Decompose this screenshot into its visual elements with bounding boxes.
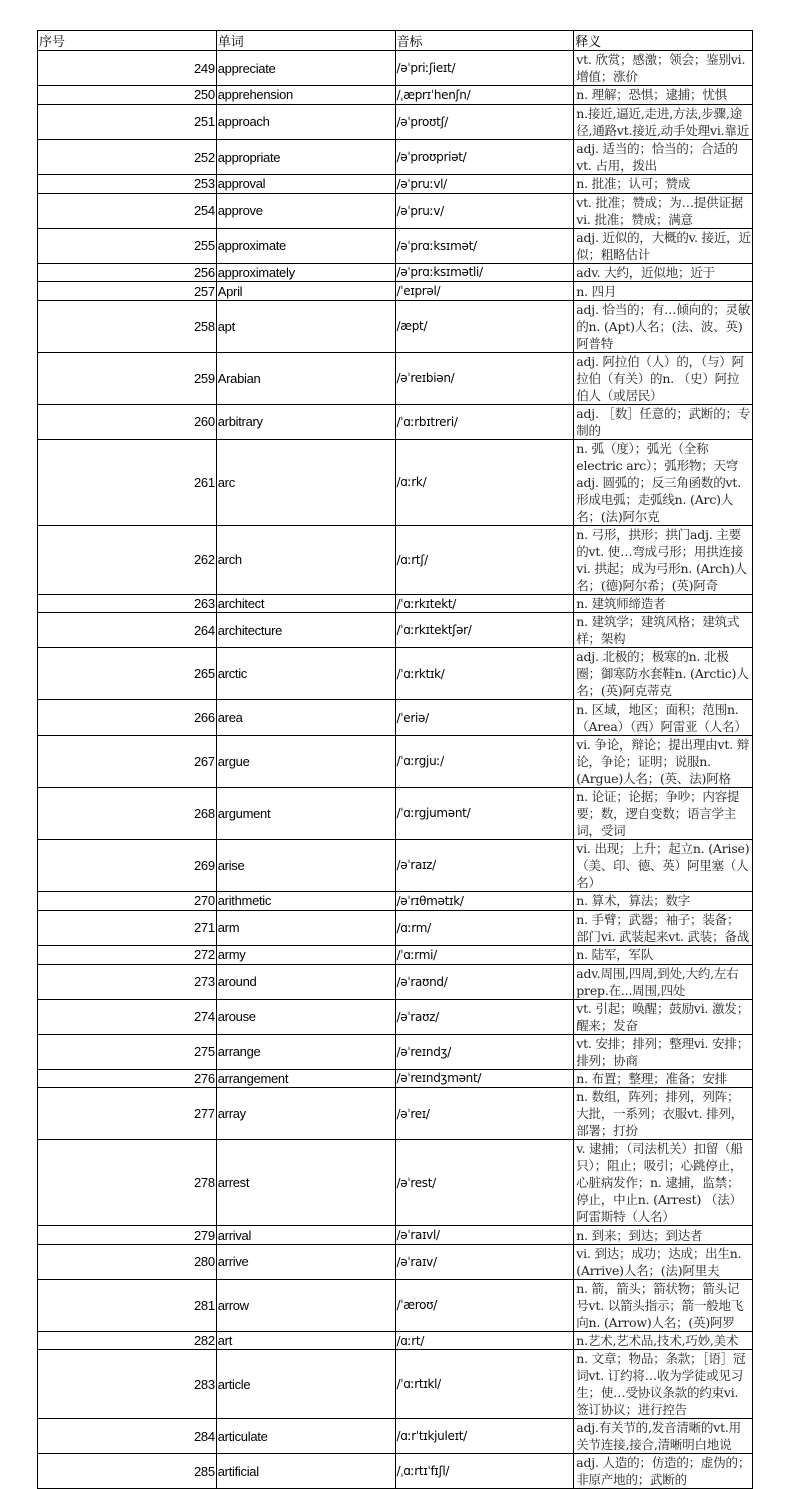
definition-cell: vt. 欣赏；感激；领会；鉴别vi. 增值；涨价 xyxy=(574,51,753,86)
phonetic-cell: /əˈpriːʃieɪt/ xyxy=(395,51,574,86)
row-number: 281 xyxy=(38,1279,217,1331)
row-number: 253 xyxy=(38,175,217,194)
definition-cell: n. 算术，算法；数字 xyxy=(574,891,753,910)
row-number: 263 xyxy=(38,594,217,613)
vocabulary-table xyxy=(37,30,753,1489)
table-row xyxy=(38,999,753,1034)
phonetic-cell: /əˈraʊz/ xyxy=(395,999,574,1034)
phonetic-cell: /əˈraɪz/ xyxy=(395,839,574,891)
word-cell: array xyxy=(216,1088,395,1140)
definition-cell: adv. 大约，近似地；近于 xyxy=(574,263,753,282)
table-row xyxy=(38,1140,753,1226)
word-cell: articulate xyxy=(216,1419,395,1454)
table-row xyxy=(38,891,753,910)
word-cell: approval xyxy=(216,175,395,194)
phonetic-cell: /əˈprɑːksɪmətli/ xyxy=(395,263,574,282)
table-row xyxy=(38,104,753,140)
word-cell: arrange xyxy=(216,1034,395,1069)
row-number: 269 xyxy=(38,839,217,891)
phonetic-cell: /ˈɑːrkɪtekt/ xyxy=(395,594,574,613)
table-row xyxy=(38,839,753,891)
word-cell: approve xyxy=(216,193,395,228)
phonetic-cell: /əˈpruːvl/ xyxy=(395,175,574,194)
phonetic-cell: /ɑːrm/ xyxy=(395,910,574,946)
table-row xyxy=(38,352,753,404)
row-number: 277 xyxy=(38,1088,217,1140)
phonetic-cell: /ˈæroʊ/ xyxy=(395,1279,574,1331)
phonetic-cell: /ˈɑːrkɪtektʃər/ xyxy=(395,613,574,648)
row-number: 279 xyxy=(38,1226,217,1245)
table-row xyxy=(38,910,753,946)
table-row xyxy=(38,964,753,999)
phonetic-cell: /ˈɑːrmi/ xyxy=(395,946,574,965)
phonetic-cell: /əˈreɪndʒ/ xyxy=(395,1034,574,1069)
word-cell: artificial xyxy=(216,1454,395,1489)
header-definition: 释义 xyxy=(574,31,753,51)
phonetic-cell: /əˈproʊtʃ/ xyxy=(395,104,574,140)
definition-cell: n. 区域，地区；面积；范围n. （Area）（西）阿雷亚（人名） xyxy=(574,700,753,736)
row-number: 256 xyxy=(38,263,217,282)
word-cell: arrival xyxy=(216,1226,395,1245)
phonetic-cell: /ˈɑːrbɪtreri/ xyxy=(395,404,574,439)
word-cell: arm xyxy=(216,910,395,946)
definition-cell: vi. 争论，辩论；提出理由vt. 辩论，争论；证明；说服n. (Argue)人名；(英、法)阿格 xyxy=(574,735,753,787)
row-number: 260 xyxy=(38,404,217,439)
table-row xyxy=(38,1279,753,1331)
phonetic-cell: /ˈeɪprəl/ xyxy=(395,282,574,301)
table-row xyxy=(38,613,753,648)
word-cell: argument xyxy=(216,787,395,839)
row-number: 258 xyxy=(38,300,217,352)
definition-cell: adj. 阿拉伯（人）的，（与）阿拉伯（有关）的n. （史）阿拉伯人（或居民） xyxy=(574,352,753,404)
table-row xyxy=(38,175,753,194)
definition-cell: adj. 近似的，大概的v. 接近，近似；粗略估计 xyxy=(574,228,753,263)
definition-cell: v. 逮捕；（司法机关）扣留（船只）；阻止；吸引；心跳停止，心脏病发作；n. 逮捕，监禁； 停止，中止n. (Arrest) （法）阿雷斯特（人名） xyxy=(574,1140,753,1226)
definition-cell: n. 建筑师缔造者 xyxy=(574,594,753,613)
phonetic-cell: /əˈreɪbiən/ xyxy=(395,352,574,404)
definition-cell: n. 弧（度）；弧光（全称electric arc）；弧形物；天穹adj. 圆弧的；反三角函数的vt. 形成电弧；走弧线n. (Arc)人名；(法)阿尔克 xyxy=(574,439,753,525)
table-row xyxy=(38,1088,753,1140)
table-row xyxy=(38,140,753,175)
row-number: 264 xyxy=(38,613,217,648)
word-cell: arrangement xyxy=(216,1069,395,1088)
table-row xyxy=(38,1350,753,1419)
definition-cell: n. 四月 xyxy=(574,282,753,301)
definition-cell: n.艺术,艺术品,技术,巧妙,美术 xyxy=(574,1331,753,1350)
definition-cell: n. 到来；到达；到达者 xyxy=(574,1226,753,1245)
phonetic-cell: /əˈprɑːksɪmət/ xyxy=(395,228,574,263)
word-cell: arrow xyxy=(216,1279,395,1331)
definition-cell: n. 箭，箭头；箭状物；箭头记号vt. 以箭头指示；箭一般地飞向n. (Arrow)人名；(英)阿罗 xyxy=(574,1279,753,1331)
row-number: 267 xyxy=(38,735,217,787)
table-row xyxy=(38,282,753,301)
row-number: 255 xyxy=(38,228,217,263)
phonetic-cell: /æpt/ xyxy=(395,300,574,352)
word-cell: area xyxy=(216,700,395,736)
word-cell: appropriate xyxy=(216,140,395,175)
table-row xyxy=(38,1226,753,1245)
table-row xyxy=(38,700,753,736)
definition-cell: vi. 到达；成功；达成；出生n. (Arrive)人名；(法)阿里夫 xyxy=(574,1244,753,1279)
table-row xyxy=(38,1331,753,1350)
table-row xyxy=(38,1034,753,1069)
phonetic-cell: /ˈɑːrktɪk/ xyxy=(395,648,574,700)
word-cell: arithmetic xyxy=(216,891,395,910)
row-number: 249 xyxy=(38,51,217,86)
word-cell: apt xyxy=(216,300,395,352)
phonetic-cell: /ˈɑːrgjumənt/ xyxy=(395,787,574,839)
word-cell: art xyxy=(216,1331,395,1350)
definition-cell: adj. ［数］任意的；武断的；专制的 xyxy=(574,404,753,439)
phonetic-cell: /əˈproʊpriət/ xyxy=(395,140,574,175)
word-cell: approximate xyxy=(216,228,395,263)
phonetic-cell: /ˈɑːrgjuː/ xyxy=(395,735,574,787)
word-cell: article xyxy=(216,1350,395,1419)
table-row xyxy=(38,404,753,439)
phonetic-cell: /əˈpruːv/ xyxy=(395,193,574,228)
table-row xyxy=(38,300,753,352)
phonetic-cell: /əˈrest/ xyxy=(395,1140,574,1226)
definition-cell: vt. 引起；唤醒；鼓励vi. 激发；醒来；发奋 xyxy=(574,999,753,1034)
word-cell: apprehension xyxy=(216,86,395,105)
table-row xyxy=(38,1454,753,1489)
word-cell: argue xyxy=(216,735,395,787)
row-number: 262 xyxy=(38,525,217,594)
row-number: 284 xyxy=(38,1419,217,1454)
row-number: 272 xyxy=(38,946,217,965)
phonetic-cell: /əˈraɪv/ xyxy=(395,1244,574,1279)
phonetic-cell: /ˌɑːrtɪˈfɪʃl/ xyxy=(395,1454,574,1489)
word-cell: April xyxy=(216,282,395,301)
phonetic-cell: /ˌæprɪˈhenʃn/ xyxy=(395,86,574,105)
word-cell: arch xyxy=(216,525,395,594)
definition-cell: n.接近,逼近,走进,方法,步骤,途径,通路vt.接近,动手处理vi.靠近 xyxy=(574,104,753,140)
definition-cell: adj. 恰当的；有…倾向的；灵敏的n. (Apt)人名；(法、波、英)阿普特 xyxy=(574,300,753,352)
word-cell: around xyxy=(216,964,395,999)
phonetic-cell: /ɑːrˈtɪkjuleɪt/ xyxy=(395,1419,574,1454)
definition-cell: vi. 出现；上升；起立n. (Arise) （美、印、德、英）阿里塞（人名） xyxy=(574,839,753,891)
table-row xyxy=(38,525,753,594)
word-cell: arrive xyxy=(216,1244,395,1279)
word-cell: arise xyxy=(216,839,395,891)
row-number: 273 xyxy=(38,964,217,999)
phonetic-cell: /əˈreɪndʒmənt/ xyxy=(395,1069,574,1088)
table-row xyxy=(38,86,753,105)
table-row xyxy=(38,735,753,787)
definition-cell: n. 数组，阵列；排列，列阵；大批，一系列；衣服vt. 排列，部署；打扮 xyxy=(574,1088,753,1140)
row-number: 259 xyxy=(38,352,217,404)
row-number: 261 xyxy=(38,439,217,525)
definition-cell: n. 布置；整理；准备；安排 xyxy=(574,1069,753,1088)
word-cell: appreciate xyxy=(216,51,395,86)
definition-cell: vt. 安排；排列；整理vi. 安排；排列；协商 xyxy=(574,1034,753,1069)
definition-cell: n. 理解；恐惧；逮捕；忧惧 xyxy=(574,86,753,105)
definition-cell: n. 弓形，拱形；拱门adj. 主要的vt. 使…弯成弓形；用拱连接vi. 拱起；成为弓形n. (Arch)人名；(德)阿尔希；(英)阿奇 xyxy=(574,525,753,594)
header-word: 单词 xyxy=(216,31,395,51)
row-number: 266 xyxy=(38,700,217,736)
definition-cell: n. 手臂；武器；袖子；装备；部门vi. 武装起来vt. 武装；备战 xyxy=(574,910,753,946)
definition-cell: adj. 适当的；恰当的；合适的vt. 占用，拨出 xyxy=(574,140,753,175)
row-number: 275 xyxy=(38,1034,217,1069)
table-row xyxy=(38,51,753,86)
row-number: 257 xyxy=(38,282,217,301)
definition-cell: adv.周围,四周,到处,大约,左右 prep.在...周围,四处 xyxy=(574,964,753,999)
row-number: 276 xyxy=(38,1069,217,1088)
table-row xyxy=(38,193,753,228)
phonetic-cell: /ɑːrk/ xyxy=(395,439,574,525)
row-number: 265 xyxy=(38,648,217,700)
phonetic-cell: /əˈrɪθmətɪk/ xyxy=(395,891,574,910)
row-number: 280 xyxy=(38,1244,217,1279)
definition-cell: n. 陆军，军队 xyxy=(574,946,753,965)
row-number: 271 xyxy=(38,910,217,946)
table-row xyxy=(38,228,753,263)
row-number: 270 xyxy=(38,891,217,910)
row-number: 251 xyxy=(38,104,217,140)
definition-cell: n. 文章；物品；条款；［语］冠词vt. 订约将…收为学徒或见习生；使…受协议条款的约束vi. 签订协议；进行控告 xyxy=(574,1350,753,1419)
phonetic-cell: /ɑːrt/ xyxy=(395,1331,574,1350)
table-row xyxy=(38,1244,753,1279)
word-cell: army xyxy=(216,946,395,965)
phonetic-cell: /əˈraʊnd/ xyxy=(395,964,574,999)
definition-cell: n. 批准；认可；赞成 xyxy=(574,175,753,194)
table-row xyxy=(38,439,753,525)
word-cell: arctic xyxy=(216,648,395,700)
word-cell: approach xyxy=(216,104,395,140)
header-ipa: 音标 xyxy=(395,31,574,51)
word-cell: architecture xyxy=(216,613,395,648)
definition-cell: adj. 人造的；仿造的；虚伪的；非原产地的；武断的 xyxy=(574,1454,753,1489)
phonetic-cell: /ˈeriə/ xyxy=(395,700,574,736)
definition-cell: n. 论证；论据；争吵；内容提要；数，逻自变数；语言学主词，受词 xyxy=(574,787,753,839)
row-number: 268 xyxy=(38,787,217,839)
table-row xyxy=(38,1419,753,1454)
word-cell: Arabian xyxy=(216,352,395,404)
row-number: 278 xyxy=(38,1140,217,1226)
row-number: 282 xyxy=(38,1331,217,1350)
phonetic-cell: /əˈreɪ/ xyxy=(395,1088,574,1140)
table-row xyxy=(38,946,753,965)
definition-cell: vt. 批准；赞成；为…提供证据vi. 批准；赞成；满意 xyxy=(574,193,753,228)
phonetic-cell: /ˈɑːrtɪkl/ xyxy=(395,1350,574,1419)
table-row xyxy=(38,787,753,839)
table-row xyxy=(38,1069,753,1088)
row-number: 283 xyxy=(38,1350,217,1419)
word-cell: arc xyxy=(216,439,395,525)
table-row xyxy=(38,263,753,282)
definition-cell: adj. 北极的；极寒的n. 北极圈；御寒防水套鞋n. (Arctic)人名；(英)阿克蒂克 xyxy=(574,648,753,700)
row-number: 274 xyxy=(38,999,217,1034)
table-row xyxy=(38,594,753,613)
row-number: 254 xyxy=(38,193,217,228)
word-cell: arouse xyxy=(216,999,395,1034)
word-cell: arbitrary xyxy=(216,404,395,439)
word-cell: approximately xyxy=(216,263,395,282)
phonetic-cell: /ɑːrtʃ/ xyxy=(395,525,574,594)
word-cell: architect xyxy=(216,594,395,613)
row-number: 250 xyxy=(38,86,217,105)
row-number: 285 xyxy=(38,1454,217,1489)
header-number: 序号 xyxy=(38,31,217,51)
row-number: 252 xyxy=(38,140,217,175)
word-cell: arrest xyxy=(216,1140,395,1226)
phonetic-cell: /əˈraɪvl/ xyxy=(395,1226,574,1245)
table-row xyxy=(38,648,753,700)
definition-cell: n. 建筑学；建筑风格；建筑式样；架构 xyxy=(574,613,753,648)
definition-cell: adj.有关节的,发音清晰的vt.用关节连接,接合,清晰明白地说 xyxy=(574,1419,753,1454)
table-header-row xyxy=(38,31,753,51)
